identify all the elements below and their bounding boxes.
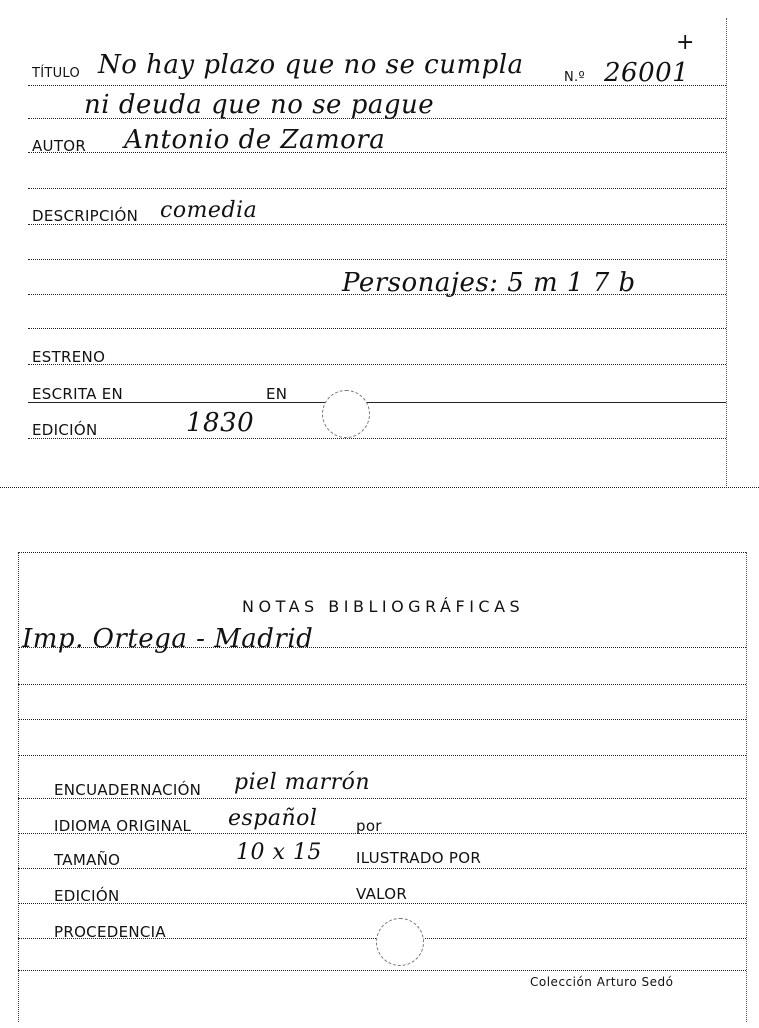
- procedencia-label: PROCEDENCIA: [54, 923, 166, 941]
- edicion-bottom-label: EDICIÓN: [54, 887, 120, 905]
- ruled-line: [28, 402, 726, 403]
- ruled-line: [18, 903, 746, 904]
- idioma-original-label: IDIOMA ORIGINAL: [54, 817, 192, 835]
- card-left-border: [18, 552, 19, 1022]
- idioma-original-value: español: [228, 806, 318, 831]
- card-top-edge: [18, 552, 746, 553]
- notas-heading: NOTAS BIBLIOGRÁFICAS: [242, 597, 525, 616]
- ruled-line: [18, 868, 746, 869]
- card-bottom-edge: [0, 487, 759, 488]
- valor-label: VALOR: [356, 885, 408, 903]
- titulo-label: TÍTULO: [32, 66, 81, 81]
- catalog-card-front: [0, 0, 759, 500]
- estreno-label: ESTRENO: [32, 348, 106, 366]
- escrita-en-label: ESCRITA EN: [32, 385, 124, 403]
- encuadernacion-label: ENCUADERNACIÓN: [54, 781, 202, 799]
- ruled-line: [18, 684, 746, 685]
- ruled-line: [28, 188, 726, 189]
- ruled-line: [28, 328, 726, 329]
- autor-value: Antonio de Zamora: [124, 125, 386, 155]
- por-label: por: [356, 817, 382, 835]
- ruled-line: [18, 970, 746, 971]
- punch-hole: [376, 918, 424, 966]
- ruled-line: [28, 438, 726, 439]
- ruled-line: [18, 719, 746, 720]
- card-right-border: [726, 18, 727, 488]
- collection-credit: Colección Arturo Sedó: [530, 975, 674, 989]
- edicion-label: EDICIÓN: [32, 421, 98, 439]
- plus-mark: +: [676, 30, 695, 55]
- notas-value: Imp. Ortega - Madrid: [22, 624, 314, 654]
- titulo-value-line1: No hay plazo que no se cumpla: [98, 50, 524, 80]
- personajes-note: Personajes: 5 m 1 7 b: [342, 268, 636, 298]
- descripcion-value: comedia: [160, 198, 258, 223]
- card-right-border: [746, 552, 747, 1022]
- tamano-label: TAMAÑO: [54, 851, 121, 869]
- ruled-line: [18, 755, 746, 756]
- ilustrado-por-label: ILUSTRADO POR: [356, 849, 482, 867]
- punch-hole: [322, 390, 370, 438]
- numero-value: 26001: [604, 58, 690, 88]
- edicion-value: 1830: [186, 408, 255, 438]
- descripcion-label: DESCRIPCIÓN: [32, 207, 139, 225]
- ruled-line: [28, 259, 726, 260]
- tamano-value: 10 x 15: [236, 840, 322, 865]
- titulo-value-line2: ni deuda que no se pague: [84, 90, 435, 120]
- numero-label: N.º: [564, 70, 585, 85]
- autor-label: AUTOR: [32, 137, 87, 155]
- en-label: EN: [266, 385, 288, 403]
- encuadernacion-value: piel marrón: [234, 770, 371, 795]
- ruled-line: [28, 364, 726, 365]
